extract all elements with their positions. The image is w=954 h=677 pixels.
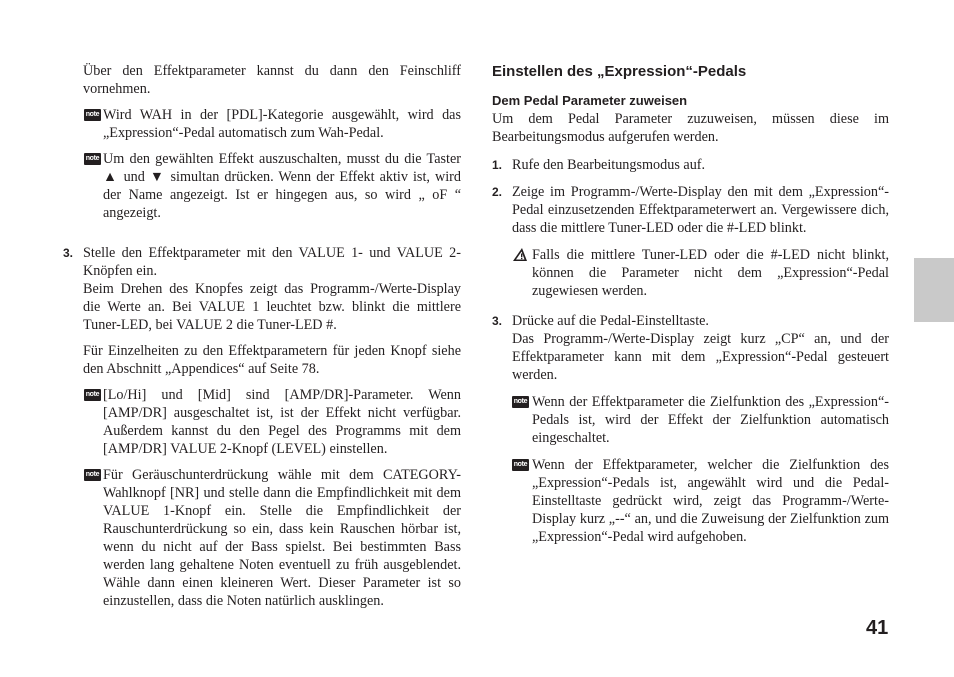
step-text: Zeige im Programm-/Werte-Display den mit dem „Expression“-Pedal einzusetzenden Effektparameterwert an. Vergewissere dich, dass die mittlere Tuner-LED oder die #-LED blinkt. <box>512 184 889 236</box>
note-text: Wird WAH in der [PDL]-Kategorie ausgewählt, wird das „Expression“-Pedal automatisch zum Wah-Pedal. <box>103 107 461 141</box>
subsection-heading: Dem Pedal Parameter zuweisen <box>492 93 688 108</box>
chapter-tab <box>914 258 954 322</box>
step-text: Drücke auf die Pedal-Einstelltaste. <box>512 313 709 329</box>
step-number: 1. <box>492 158 503 172</box>
warning-note <box>492 246 889 300</box>
note-icon: note <box>512 396 529 408</box>
step-text: Stelle den Effektparameter mit den VALUE 1- und VALUE 2-Knöpfen ein. <box>83 245 461 279</box>
note-assignment-cancel <box>492 456 889 546</box>
step-text: Rufe den Bearbeitungsmodus auf. <box>512 157 706 173</box>
note-icon: note <box>512 459 529 471</box>
note-text: [Lo/Hi] und [Mid] sind [AMP/DR]-Parameter. Wenn [AMP/DR] ausgeschaltet ist, ist der Effekt nicht verfügbar. Außerdem kannst du den Pegel des Programms mit dem [AMP/DR] VALUE 2-Knopf (LEVEL) einstellen. <box>103 387 461 457</box>
note-text: Wenn der Effektparameter die Zielfunktion des „Expression“-Pedals ist, wird der Effekt der Zielfunktion automatisch eingeschaltet. <box>532 394 889 446</box>
step-detail: Beim Drehen des Knopfes zeigt das Programm-/Werte-Display die Werte an. Bei VALUE 1 leuchtet bzw. blinkt die mittlere Tuner-LED, bei VALUE 2 die Tuner-LED #. <box>83 281 461 333</box>
intro-paragraph: Um dem Pedal Parameter zuzuweisen, müssen diese im Bearbeitungsmodus aufgerufen werden. <box>492 111 889 145</box>
step-1 <box>492 156 889 174</box>
note-icon: note <box>84 109 101 121</box>
left-column <box>63 62 461 618</box>
step-detail-ref: Für Einzelheiten zu den Effektparametern für jeden Knopf siehe den Abschnitt „Appendices“ auf Seite 78. <box>83 343 461 377</box>
page-number: 41 <box>866 617 889 639</box>
step-2 <box>492 183 889 237</box>
note-icon: note <box>84 389 101 401</box>
note-wah <box>83 106 461 142</box>
note-icon: note <box>84 153 101 165</box>
step-number: 2. <box>492 185 503 199</box>
section-heading: Einstellen des „Expression“-Pedals <box>492 63 747 80</box>
warning-icon <box>512 247 528 262</box>
step-3 <box>492 312 889 384</box>
note-icon: note <box>84 469 101 481</box>
note-target-function <box>492 393 889 447</box>
note-text: Wenn der Effektparameter, welcher die Zielfunktion des „Expression“-Pedals ist, angewählt wird und die Pedal-Einstelltaste gedrückt wird, zeigt das Programm-/Werte-Display kurz „--“ an, und die Zuweisung der Zielfunktion zum „Expression“-Pedal wird aufgehoben. <box>532 457 889 545</box>
right-column <box>492 62 889 555</box>
step-number: 3. <box>63 246 74 260</box>
note-amp-dr <box>83 386 461 458</box>
note-text: Für Geräuschunterdrückung wähle mit dem CATEGORY-Wahlknopf [NR] und stelle dann die Empfindlichkeit mit dem VALUE 1-Knopf ein. Stelle die Empfindlichkeit der Rauschunterdrückung so ein, dass kein Rauschen hörbar ist, wenn du nicht auf der Bass spielst. Bei bestimmten Bass werden lang gehaltene Noten eventuell zu früh ausgeblendet. Wähle dann einen kleineren Wert. Dieser Parameter ist so einzustellen, dass die Noten natürlich ausklingen. <box>103 467 461 609</box>
intro-paragraph: Über den Effektparameter kannst du dann den Feinschliff vornehmen. <box>83 63 461 97</box>
note-effect-off <box>83 150 461 222</box>
note-text: Um den gewählten Effekt auszuschalten, musst du die Taster ▲ und ▼ simultan drücken. Wenn der Effekt aktiv ist, wird der Name angezeigt. Ist er hingegen aus, so wird „ oF “ angezeigt. <box>103 151 461 221</box>
warning-text: Falls die mittlere Tuner-LED oder die #-LED nicht blinkt, können die Parameter nicht dem „Expression“-Pedal zugewiesen werden. <box>532 247 889 299</box>
step-3 <box>63 244 461 378</box>
step-number: 3. <box>492 314 503 328</box>
note-noise-reduction <box>83 466 461 610</box>
step-detail: Das Programm-/Werte-Display zeigt kurz „CP“ an, und der Effektparameter kann mit dem „Expression“-Pedal gesteuert werden. <box>512 331 889 383</box>
